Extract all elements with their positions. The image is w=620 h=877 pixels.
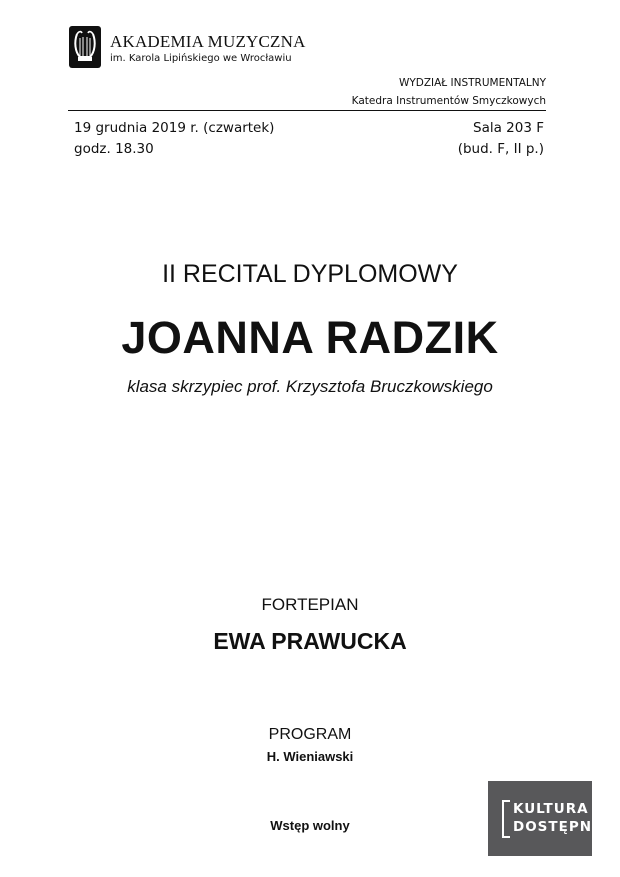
logo-title: AKADEMIA MUZYCZNA <box>110 32 306 51</box>
performer-name: JOANNA RADZIK <box>121 312 499 363</box>
badge-line-2: DOSTĘPNA <box>513 819 604 835</box>
kultura-dostepna-badge <box>488 781 604 856</box>
chair-name: Katedra Instrumentów Smyczkowych <box>351 95 546 107</box>
accompanist-instrument: FORTEPIAN <box>261 595 359 614</box>
recital-title: II RECITAL DYPLOMOWY <box>162 260 458 288</box>
event-room: Sala 203 F <box>473 120 544 136</box>
badge-line-1: KULTURA <box>513 801 589 817</box>
event-time: godz. 18.30 <box>74 141 154 157</box>
program-composer: H. Wieniawski <box>266 749 354 764</box>
class-info: klasa skrzypiec prof. Krzysztofa Bruczkowskiego <box>127 377 493 396</box>
event-datetime <box>74 118 274 160</box>
event-location <box>458 118 544 160</box>
department-block <box>352 74 546 110</box>
header-divider <box>68 110 546 111</box>
badge-bracket <box>502 800 510 838</box>
academy-logo <box>68 24 308 72</box>
lyre-icon <box>68 24 102 70</box>
event-date: 19 grudnia 2019 r. (czwartek) <box>74 120 275 136</box>
logo-subtitle: im. Karola Lipińskiego we Wrocławiu <box>110 53 292 64</box>
department-name: WYDZIAŁ INSTRUMENTALNY <box>398 77 546 89</box>
accompanist-name: EWA PRAWUCKA <box>213 628 407 654</box>
program-heading: PROGRAM <box>268 726 352 743</box>
admission-note: Wstęp wolny <box>270 818 350 833</box>
event-building: (bud. F, II p.) <box>457 141 544 157</box>
